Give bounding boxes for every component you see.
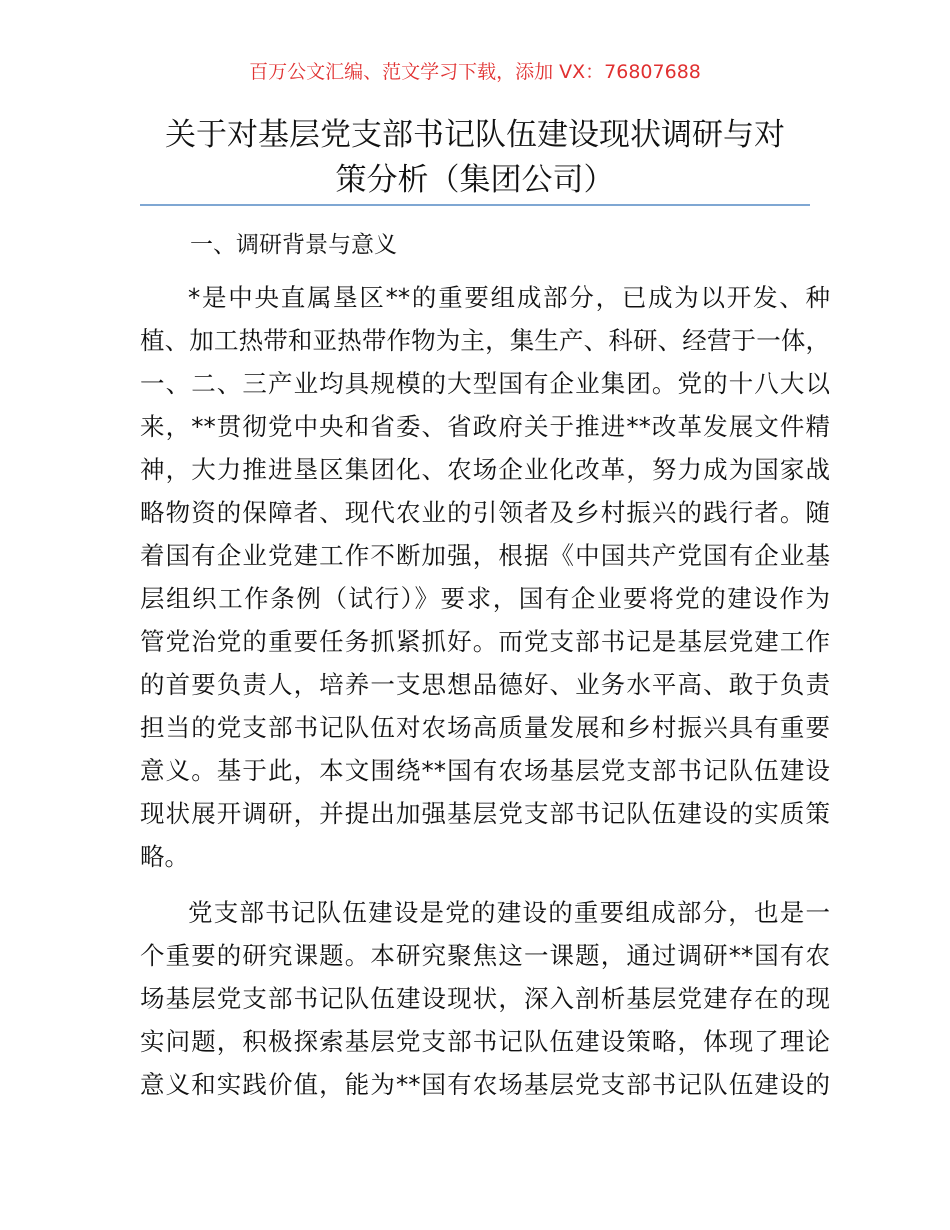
watermark-text: 百万公文汇编、范文学习下载，添加 VX：76807688 <box>249 61 701 83</box>
paragraph-line: 场基层党支部书记队伍建设现状，深入剖析基层党建存在的现 <box>140 984 830 1013</box>
paragraph-line: 意义和实践价值，能为**国有农场基层党支部书记队伍建设的 <box>140 1070 830 1099</box>
paragraph-line: 略物资的保障者、现代农业的引领者及乡村振兴的践行者。随 <box>140 498 830 527</box>
paragraph-line: 一、二、三产业均具规模的大型国有企业集团。党的十八大以 <box>140 369 830 398</box>
paragraph-line: 略。 <box>140 842 189 871</box>
paragraph-line: 实问题，积极探索基层党支部书记队伍建设策略，体现了理论 <box>140 1027 830 1056</box>
paragraph-2 <box>140 891 830 1106</box>
title-line: 策分析（集团公司） <box>335 162 615 198</box>
paragraph-line: 来，**贯彻党中央和省委、省政府关于推进**改革发展文件精 <box>140 412 830 441</box>
paragraph-line: 着国有企业党建工作不断加强，根据《中国共产党国有企业基 <box>140 541 830 570</box>
paragraph-line: 植、加工热带和亚热带作物为主，集生产、科研、经营于一体， <box>140 326 830 355</box>
paragraph-line: 意义。基于此，本文围绕**国有农场基层党支部书记队伍建设 <box>140 756 830 785</box>
paragraph-line: 层组织工作条例（试行）》要求，国有企业要将党的建设作为 <box>140 584 830 613</box>
paragraph-line: 党支部书记队伍建设是党的建设的重要组成部分，也是一 <box>188 898 830 927</box>
title-line: 关于对基层党支部书记队伍建设现状调研与对 <box>165 117 785 153</box>
paragraph-line: 现状展开调研，并提出加强基层党支部书记队伍建设的实质策 <box>140 799 830 828</box>
document-title <box>120 113 830 203</box>
paragraph-line: 管党治党的重要任务抓紧抓好。而党支部书记是基层党建工作 <box>140 627 830 656</box>
paragraph-line: 担当的党支部书记队伍对农场高质量发展和乡村振兴具有重要 <box>140 713 830 742</box>
paragraph-line: 神，大力推进垦区集团化、农场企业化改革，努力成为国家战 <box>140 455 830 484</box>
section-heading: 一、调研背景与意义 <box>190 232 397 258</box>
paragraph-line: *是中央直属垦区**的重要组成部分，已成为以开发、种 <box>188 283 830 312</box>
paragraph-1 <box>140 276 830 878</box>
paragraph-line: 的首要负责人，培养一支思想品德好、业务水平高、敢于负责 <box>140 670 830 699</box>
title-divider <box>140 204 810 206</box>
paragraph-line: 个重要的研究课题。本研究聚焦这一课题，通过调研**国有农 <box>140 941 830 970</box>
